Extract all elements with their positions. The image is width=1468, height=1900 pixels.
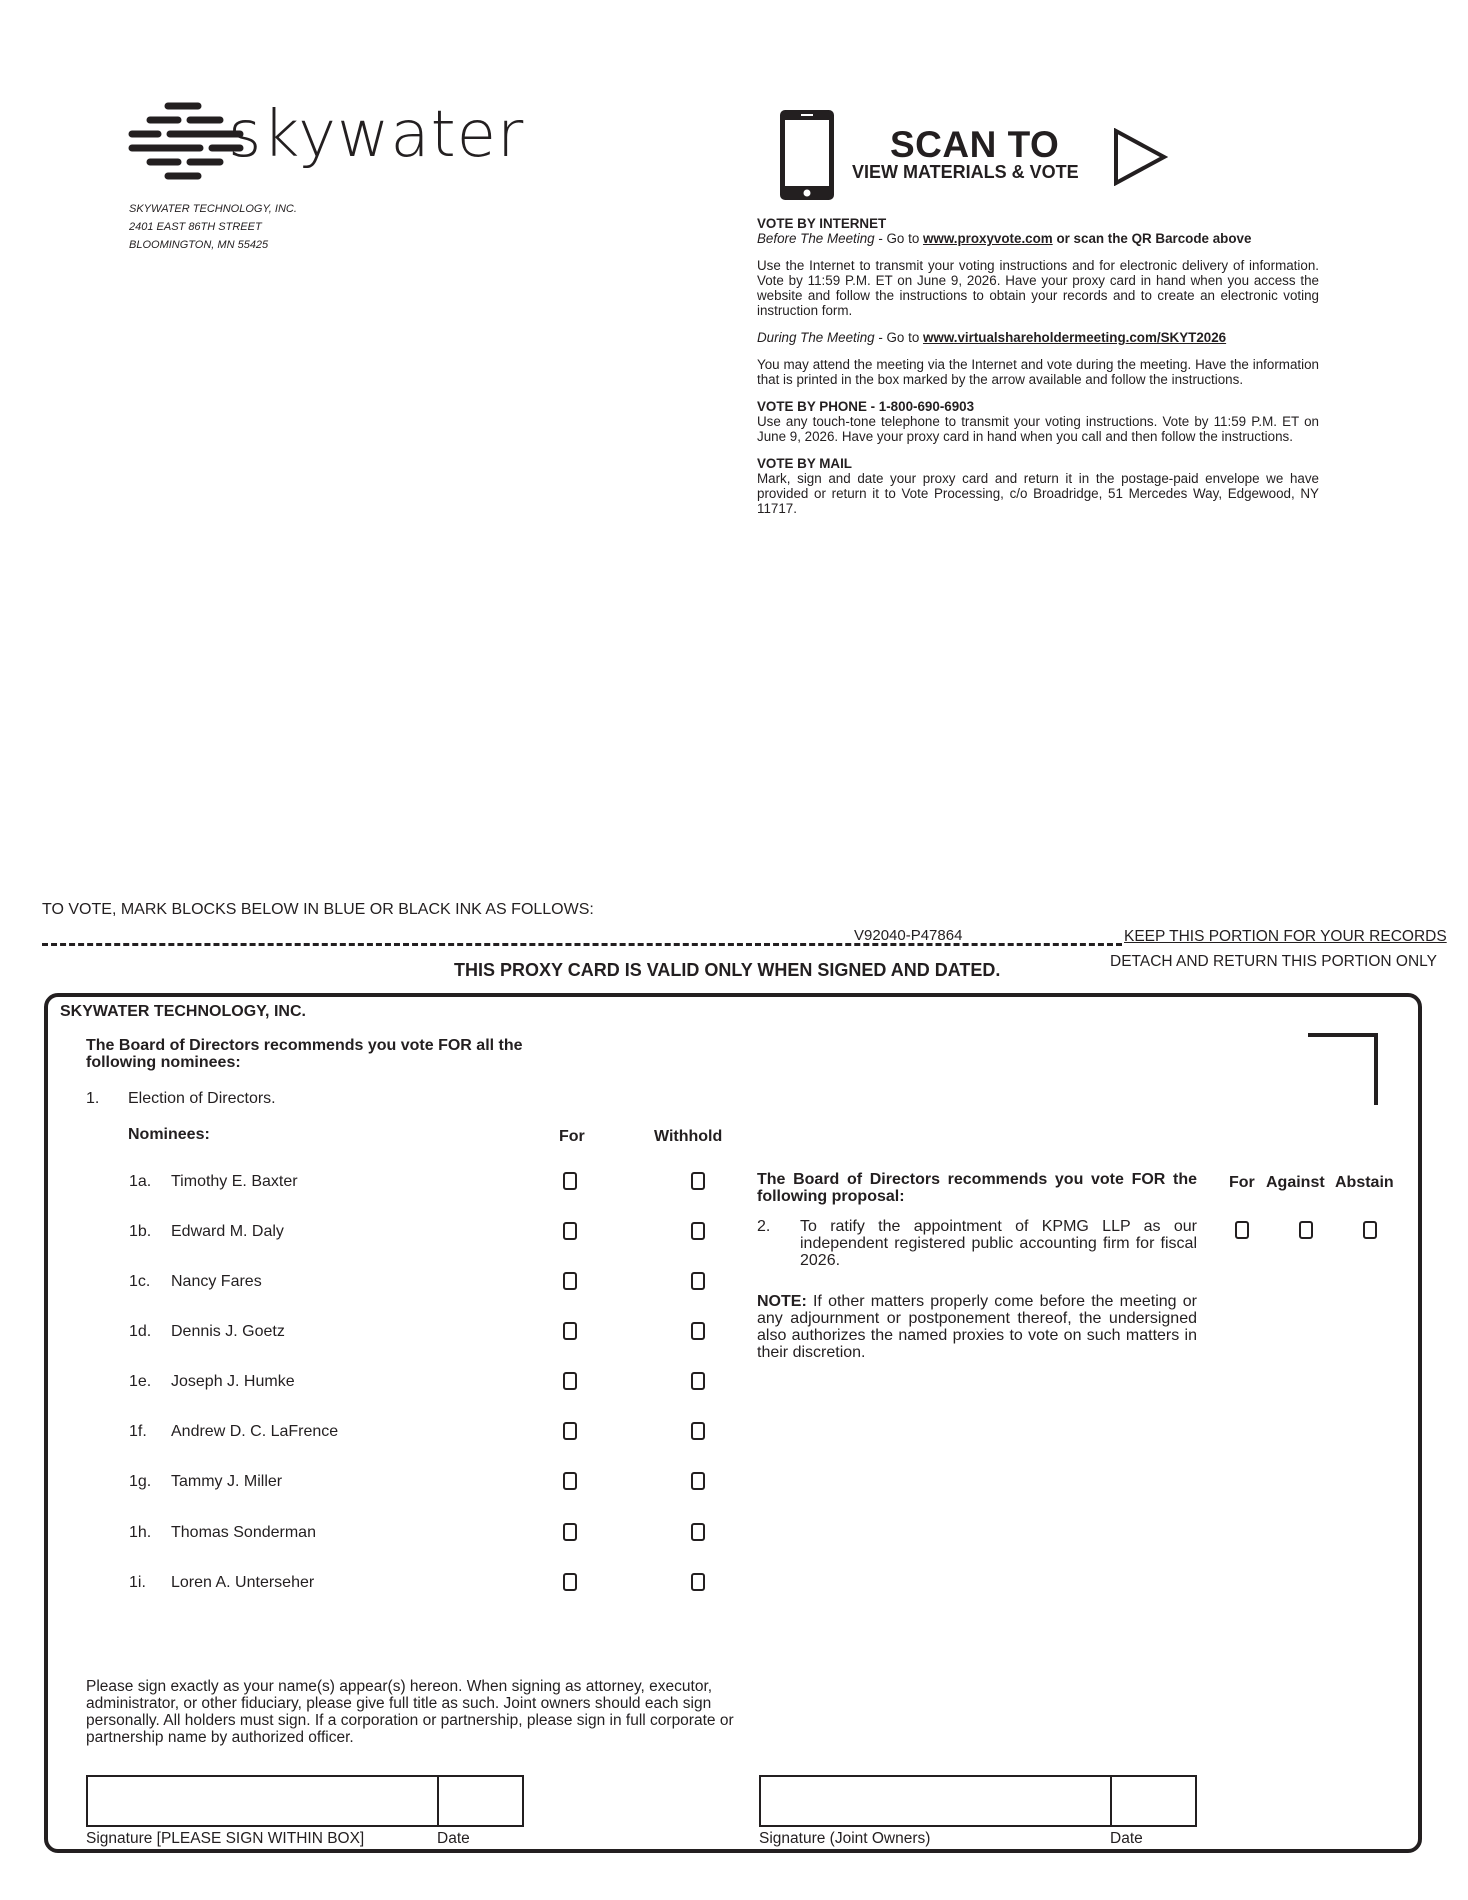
board-recommendation-proposal: The Board of Directors recommends you vote FOR the following proposal: [757, 1171, 1197, 1205]
mail-instructions: Mark, sign and date your proxy card and return it in the postage-paid envelope we have provided or return it to Vote Processing, c/o Broadridge, 51 Mercedes Way, Edgewood, NY 11717. [757, 471, 1319, 516]
joint-signature-label: Signature (Joint Owners) [759, 1830, 931, 1847]
validity-notice: THIS PROXY CARD IS VALID ONLY WHEN SIGNED AND DATED. [454, 960, 1001, 980]
withhold-checkbox[interactable] [691, 1272, 705, 1290]
nominee-name: Tammy J. Miller [171, 1473, 283, 1490]
corner-mark [1308, 1033, 1378, 1105]
before-meeting-goto: - Go to [874, 231, 923, 246]
nominees-heading: Nominees: [128, 1126, 210, 1143]
item-1-number: 1. [86, 1090, 100, 1107]
nominee-name: Thomas Sonderman [171, 1524, 316, 1541]
before-meeting-label: Before The Meeting [757, 231, 875, 246]
to-vote-instruction: TO VOTE, MARK BLOCKS BELOW IN BLUE OR BLACK INK AS FOLLOWS: [42, 901, 594, 918]
nominee-code: 1i. [129, 1574, 146, 1591]
for-checkbox[interactable] [563, 1172, 577, 1190]
nominee-name: Nancy Fares [171, 1273, 262, 1290]
detach-return-label: DETACH AND RETURN THIS PORTION ONLY [1110, 953, 1437, 970]
item-2-number: 2. [757, 1218, 771, 1235]
date-box[interactable] [437, 1775, 524, 1827]
withhold-checkbox[interactable] [691, 1372, 705, 1390]
withhold-checkbox[interactable] [691, 1322, 705, 1340]
for-checkbox[interactable] [563, 1472, 577, 1490]
withhold-checkbox[interactable] [691, 1472, 705, 1490]
company-city: BLOOMINGTON, MN 55425 [129, 239, 269, 251]
during-meeting-line [757, 330, 1319, 345]
nominee-code: 1h. [129, 1524, 152, 1541]
joint-signature-box[interactable] [759, 1775, 1112, 1827]
qr-barcode-text: or scan the QR Barcode above [1052, 231, 1252, 246]
company-name: SKYWATER TECHNOLOGY, INC. [129, 203, 297, 215]
joint-date-box[interactable] [1110, 1775, 1197, 1827]
nominee-code: 1d. [129, 1323, 152, 1340]
nominee-code: 1a. [129, 1173, 152, 1190]
company-street: 2401 EAST 86TH STREET [129, 221, 262, 233]
for-checkbox[interactable] [563, 1573, 577, 1591]
note-label: NOTE: [757, 1293, 807, 1310]
during-meeting-label: During The Meeting [757, 330, 875, 345]
withhold-checkbox[interactable] [691, 1422, 705, 1440]
phone-instructions: Use any touch-tone telephone to transmit your voting instructions. Vote by 11:59 P.M. ET on June 9, 2026. Have your proxy card in hand when you call and then follow the instructions. [757, 414, 1319, 444]
date-label: Date [437, 1830, 470, 1847]
vote-phone-heading: VOTE BY PHONE - 1-800-690-6903 [757, 399, 975, 414]
for-checkbox[interactable] [563, 1272, 577, 1290]
nominee-code: 1e. [129, 1373, 152, 1390]
withhold-checkbox[interactable] [691, 1573, 705, 1591]
for-checkbox[interactable] [563, 1222, 577, 1240]
withhold-checkbox[interactable] [691, 1523, 705, 1541]
keep-portion-label: KEEP THIS PORTION FOR YOUR RECORDS [1124, 928, 1447, 945]
note-body: If other matters properly come before the meeting or any adjournment or postponement thereof, the undersigned also authorizes the named proxies to vote on such matters in their discretion. [757, 1293, 1197, 1361]
vote-internet-heading: VOTE BY INTERNET [757, 216, 887, 231]
virtual-meeting-link[interactable]: www.virtualshareholdermeeting.com/SKYT2026 [922, 330, 1227, 345]
signature-label: Signature [PLEASE SIGN WITHIN BOX] [86, 1830, 365, 1847]
withhold-checkbox[interactable] [691, 1172, 705, 1190]
nominee-name: Loren A. Unterseher [171, 1574, 315, 1591]
item-1-label: Election of Directors. [128, 1090, 276, 1107]
vote-mail-heading: VOTE BY MAIL [757, 456, 852, 471]
joint-date-label: Date [1110, 1830, 1143, 1847]
proposal-against-heading: Against [1266, 1174, 1325, 1191]
board-recommendation-directors: The Board of Directors recommends you vote FOR all the following nominees: [86, 1037, 523, 1071]
nominee-name: Joseph J. Humke [171, 1373, 295, 1390]
nominee-name: Edward M. Daly [171, 1223, 284, 1240]
nominee-code: 1f. [129, 1423, 147, 1440]
sign-instructions: Please sign exactly as your name(s) appear(s) hereon. When signing as attorney, executor, administrator, or other fiduciary, please give full title as such. Joint owners should each sign personally. All holders must sign. If a corporation or partnership, please sign in full corporate or partnership name by authorized officer. [86, 1678, 734, 1746]
internet-instructions: Use the Internet to transmit your voting instructions and for electronic delivery of information. Vote by 11:59 P.M. ET on June 9, 2026. Have your proxy card in hand when you access the website and follow the instructions to obtain your records and to create an electronic voting instruction form. [757, 258, 1319, 318]
during-meeting-goto: - Go to [874, 330, 923, 345]
nominee-code: 1b. [129, 1223, 152, 1240]
card-company-name: SKYWATER TECHNOLOGY, INC. [60, 1003, 306, 1020]
for-column-heading: For [559, 1128, 585, 1145]
proposal-abstain-checkbox[interactable] [1363, 1221, 1377, 1239]
for-checkbox[interactable] [563, 1523, 577, 1541]
note-text [757, 1293, 1197, 1361]
for-checkbox[interactable] [563, 1322, 577, 1340]
for-checkbox[interactable] [563, 1422, 577, 1440]
proposal-against-checkbox[interactable] [1299, 1221, 1313, 1239]
before-meeting-line [757, 231, 1319, 246]
nominee-code: 1g. [129, 1473, 152, 1490]
nominee-code: 1c. [129, 1273, 151, 1290]
withhold-checkbox[interactable] [691, 1222, 705, 1240]
proposal-abstain-heading: Abstain [1335, 1174, 1394, 1191]
voting-instructions [757, 216, 1319, 516]
for-checkbox[interactable] [563, 1372, 577, 1390]
signature-box[interactable] [86, 1775, 439, 1827]
scan-title: SCAN TO [890, 124, 1060, 165]
nominee-name: Dennis J. Goetz [171, 1323, 285, 1340]
item-2-text: To ratify the appointment of KPMG LLP as our independent registered public accounting firm for fiscal 2026. [800, 1218, 1197, 1269]
proposal-for-checkbox[interactable] [1235, 1221, 1249, 1239]
phone-icon [778, 108, 836, 202]
control-code: V92040-P47864 [854, 927, 963, 944]
withhold-column-heading: Withhold [654, 1128, 723, 1145]
proposal-for-heading: For [1229, 1174, 1255, 1191]
nominee-name: Timothy E. Baxter [171, 1173, 298, 1190]
during-meeting-instructions: You may attend the meeting via the Internet and vote during the meeting. Have the information that is printed in the box marked by the arrow available and follow the instructions. [757, 357, 1319, 387]
scan-subtitle: VIEW MATERIALS & VOTE [852, 162, 1079, 182]
brand-wordmark: skywater [228, 98, 525, 172]
proxyvote-link[interactable]: www.proxyvote.com [922, 231, 1053, 246]
play-arrow-icon [1112, 128, 1168, 186]
nominee-name: Andrew D. C. LaFrence [171, 1423, 339, 1440]
